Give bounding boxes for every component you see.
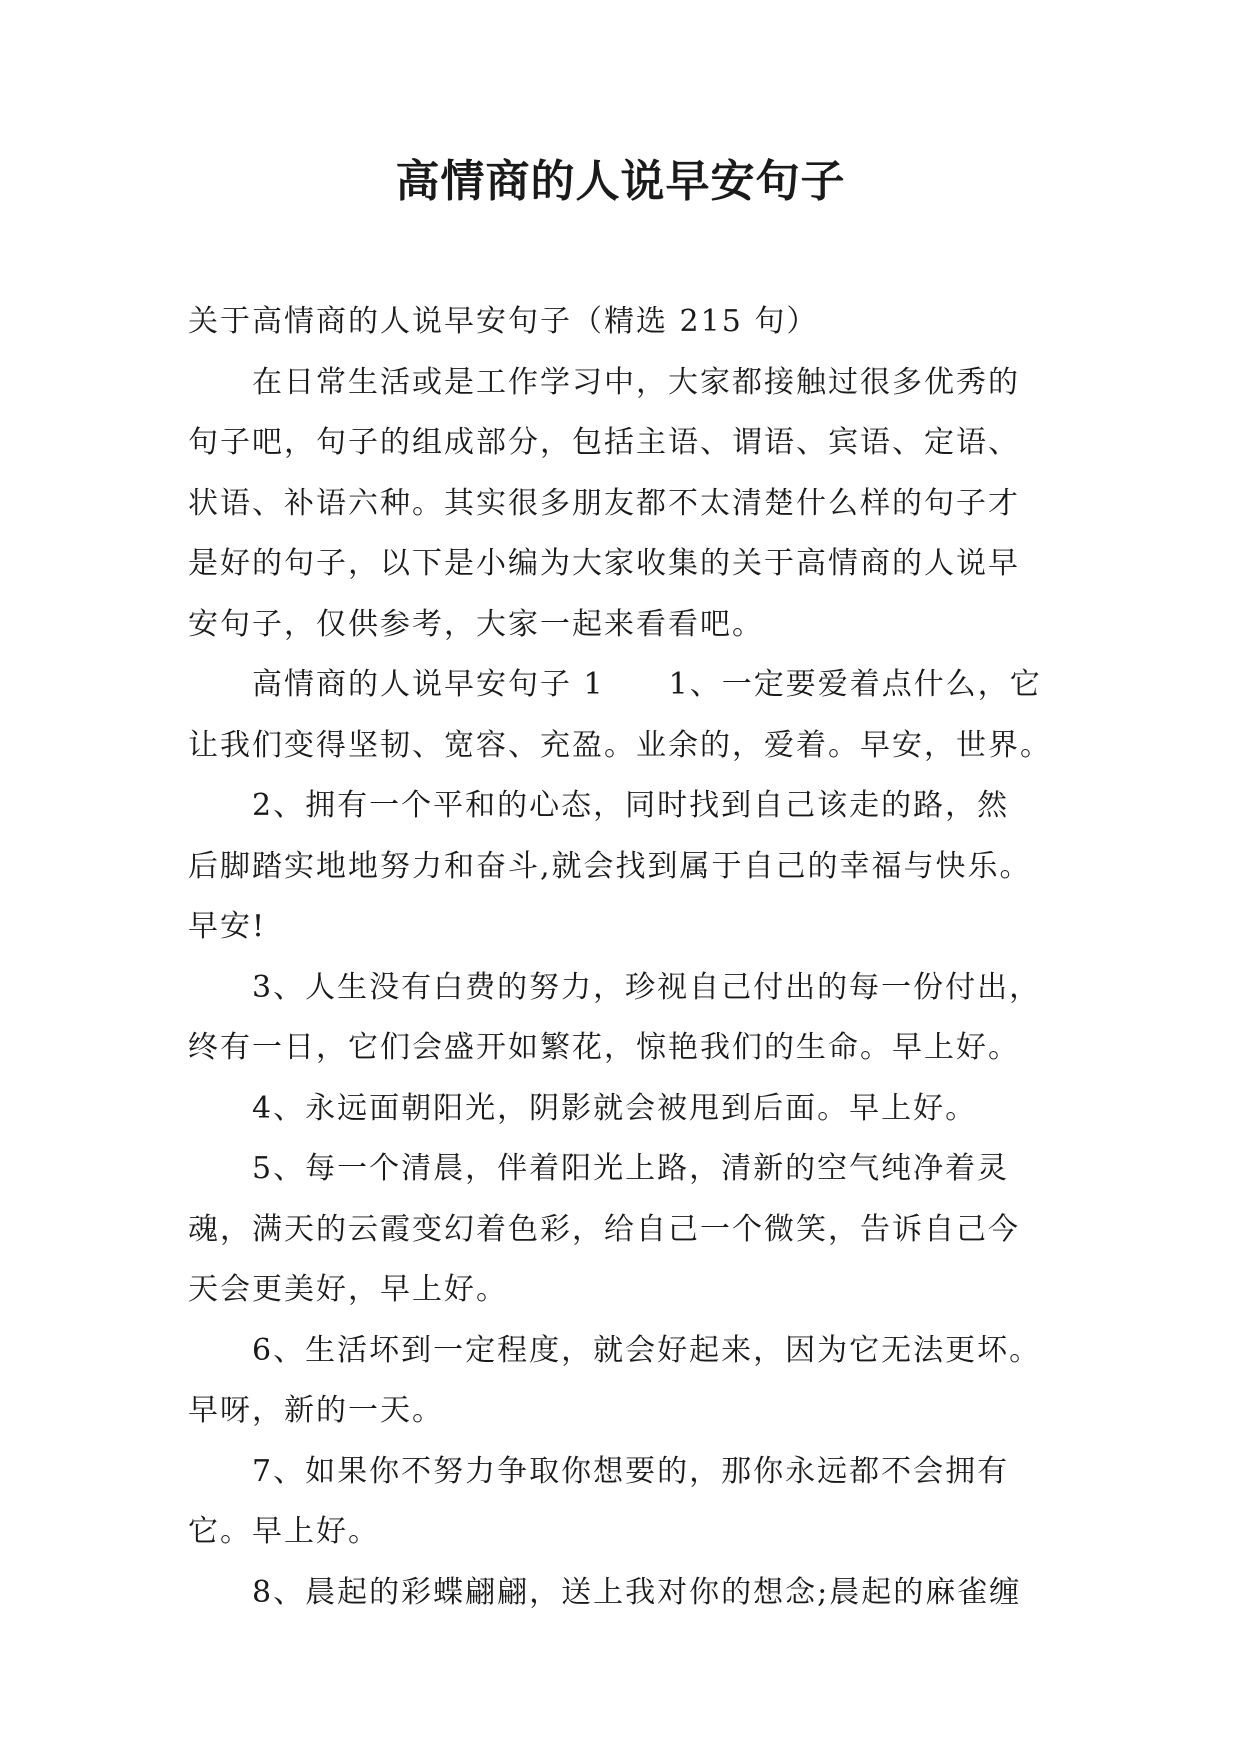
paragraph-line: 2、拥有一个平和的心态，同时找到自己该走的路，然: [252, 788, 1010, 823]
section-line: [188, 655, 1060, 716]
paragraph-line: 句子吧，句子的组成部分，包括主语、谓语、宾语、定语、: [188, 425, 1020, 460]
paragraph-line: 安句子，仅供参考，大家一起来看看吧。: [188, 606, 764, 642]
paragraph-line: 在日常生活或是工作学习中，大家都接触过很多优秀的: [252, 364, 1020, 400]
paragraph-line: 早安!: [188, 909, 267, 944]
paragraph-line: 它。早上好。: [188, 1514, 380, 1549]
subtitle-line: 关于高情商的人说早安句子（精选 215 句）: [188, 304, 819, 339]
paragraph-line: 7、如果你不努力争取你想要的，那你永远都不会拥有: [252, 1453, 1010, 1489]
section-heading: 高情商的人说早安句子 1: [252, 667, 605, 702]
page-title: 高情商的人说早安句子: [395, 156, 846, 207]
paragraph-line: 天会更美好，早上好。: [188, 1272, 508, 1307]
document-body: [188, 292, 1060, 1623]
paragraph-text: 1、一定要爱着点什么，它: [668, 667, 1042, 702]
paragraph-line: 6、生活坏到一定程度，就会好起来，因为它无法更坏。: [252, 1332, 1042, 1368]
paragraph-line: 状语、补语六种。其实很多朋友都不太清楚什么样的句子才: [188, 485, 1020, 521]
paragraph-line: 早呀，新的一天。: [188, 1393, 444, 1428]
paragraph-line: 终有一日，它们会盛开如繁花，惊艳我们的生命。早上好。: [188, 1030, 1020, 1065]
paragraph-line: 8、晨起的彩蝶翩翩，送上我对你的想念;晨起的麻雀缠: [252, 1574, 1022, 1610]
paragraph-line: 魂，满天的云霞变幻着色彩，给自己一个微笑，告诉自己今: [188, 1211, 1020, 1247]
paragraph-line: 让我们变得坚韧、宽容、充盈。业余的，爱着。早安，世界。: [188, 727, 1052, 763]
paragraph-line: 3、人生没有白费的努力，珍视自己付出的每一份付出，: [252, 969, 1042, 1005]
paragraph-line: 4、永远面朝阳光，阴影就会被甩到后面。早上好。: [252, 1090, 978, 1126]
paragraph-line: 后脚踏实地地努力和奋斗,就会找到属于自己的幸福与快乐。: [188, 848, 1032, 884]
paragraph-line: 是好的句子，以下是小编为大家收集的关于高情商的人说早: [188, 546, 1020, 581]
paragraph-line: 5、每一个清晨，伴着阳光上路，清新的空气纯净着灵: [252, 1151, 1010, 1186]
